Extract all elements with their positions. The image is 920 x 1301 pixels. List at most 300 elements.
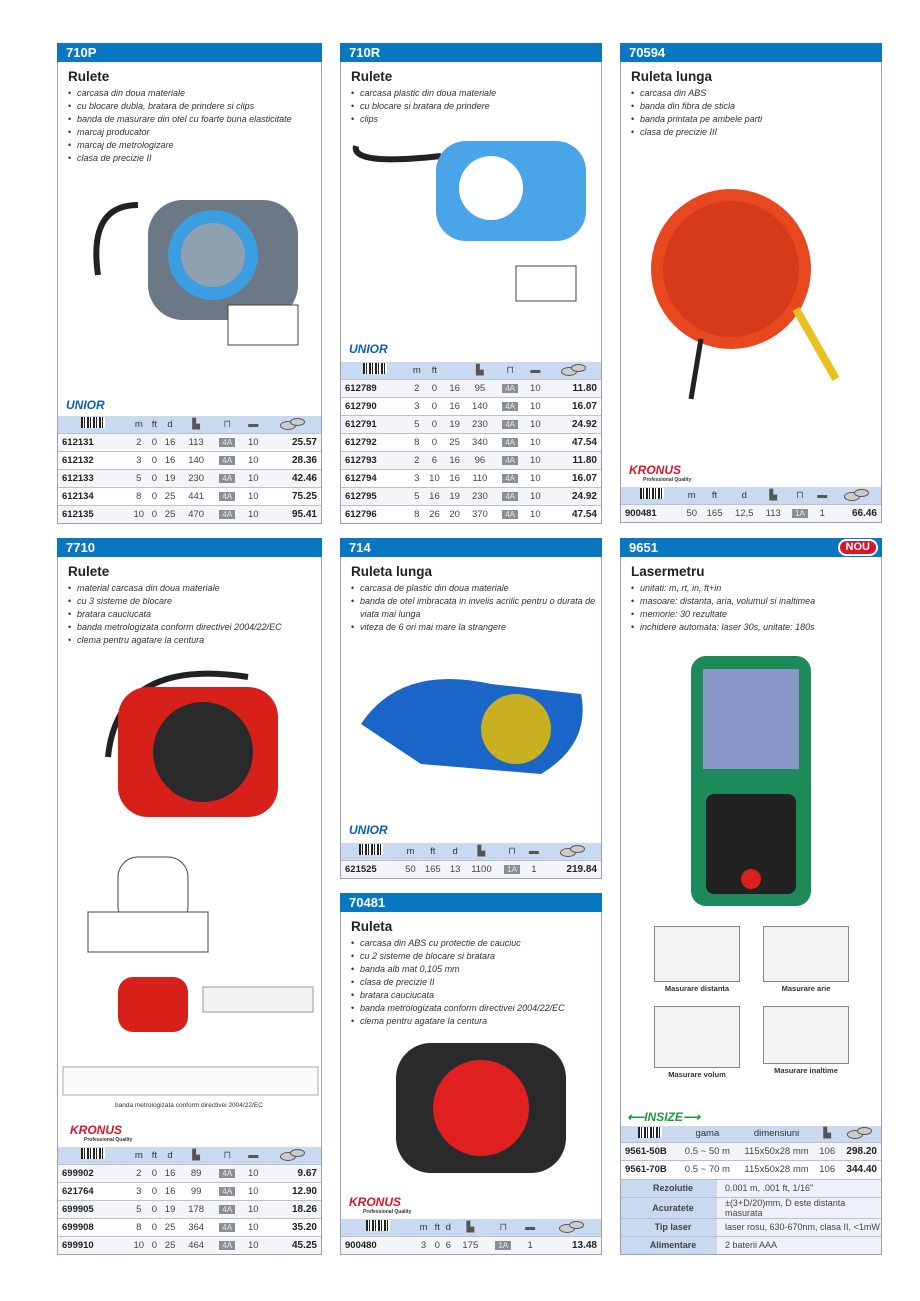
spec-row: [621, 1236, 881, 1254]
value-cell: 113: [181, 433, 212, 451]
feature-item: • banda de masurare din otel cu foarte buna elasticitate: [68, 113, 321, 126]
value-cell: 464: [181, 1236, 212, 1254]
brand-logo-insize: ⟵INSIZE⟶: [627, 1109, 701, 1124]
carton-icon: ▬: [525, 362, 545, 379]
feature-item: • cu 3 sisteme de blocare: [68, 595, 321, 608]
pack-badge-cell: [212, 469, 243, 487]
table-row: [58, 1164, 321, 1182]
tape-measure-image: [341, 1028, 601, 1198]
value-cell: 10: [243, 505, 264, 523]
price-cell: 47.54: [545, 505, 601, 523]
table-row: [341, 860, 601, 878]
price-cell: 11.80: [545, 451, 601, 469]
feature-item: • bratara cauciucata: [351, 989, 601, 1002]
value-cell: 10: [525, 505, 545, 523]
value-cell: 0: [424, 415, 444, 433]
product-code-header: [340, 893, 602, 912]
brand-logo-kronus: KRONUS Professional Quality: [629, 463, 692, 483]
product-panel-70481: [340, 893, 602, 1255]
product-table: [58, 1147, 321, 1254]
spec-label: Rezolutie: [621, 1179, 717, 1197]
brand-logo-unior: UNIOR: [349, 823, 388, 837]
value-cell: 175: [454, 1236, 487, 1254]
feature-item: • bratara cauciucata: [68, 608, 321, 621]
price-cell: 25.57: [264, 433, 321, 451]
pack-badge: 4A: [219, 456, 235, 465]
feature-item: • marcaj producator: [68, 126, 321, 139]
column-header: gama: [679, 1126, 736, 1143]
value-cell: 12,5: [728, 504, 760, 522]
feature-item: • carcasa din ABS: [631, 87, 881, 100]
box-icon: ⊓: [487, 1219, 520, 1236]
product-code-cell: 699910: [58, 1236, 128, 1254]
value-cell: 16: [445, 379, 465, 397]
new-badge: NOU: [838, 539, 878, 556]
value-cell: 10: [128, 505, 149, 523]
value-cell: 3: [409, 469, 424, 487]
price-cell: 9.67: [264, 1164, 321, 1182]
table-row: [58, 1182, 321, 1200]
value-cell: 106: [817, 1161, 837, 1179]
feature-item: • inchidere automata: laser 30s, unitate: 180s: [631, 621, 881, 634]
product-image-area: [341, 1028, 601, 1219]
product-code-cell: 699908: [58, 1218, 128, 1236]
value-cell: 0: [149, 433, 159, 451]
box-icon: ⊓: [499, 843, 526, 860]
product-image-area: [341, 634, 601, 843]
column-header: m: [683, 487, 701, 504]
value-cell: 441: [181, 487, 212, 505]
value-cell: 0: [149, 1200, 159, 1218]
value-cell: 340: [465, 433, 495, 451]
product-code-cell: 612796: [341, 505, 409, 523]
price-icon: [545, 362, 601, 379]
scene-area-image: [763, 926, 849, 982]
product-table: [621, 487, 881, 522]
price-cell: 344.40: [837, 1161, 881, 1179]
table-row: [341, 505, 601, 523]
value-cell: 16: [160, 451, 181, 469]
value-cell: 165: [701, 504, 728, 522]
barcode-icon: [58, 416, 128, 433]
weight-icon: ▙: [181, 1147, 212, 1164]
product-panel-7710: [57, 538, 322, 1255]
product-code-cell: 612794: [341, 469, 409, 487]
pack-badge-cell: [212, 451, 243, 469]
product-code-cell: 699905: [58, 1200, 128, 1218]
column-header: ft: [432, 1219, 443, 1236]
value-cell: 19: [160, 469, 181, 487]
feature-item: • cu blocare dubla, bratara de prindere si clips: [68, 100, 321, 113]
product-code: 70594: [629, 45, 666, 60]
spec-label: Acuratete: [621, 1197, 717, 1218]
product-code-cell: 612134: [58, 487, 128, 505]
pack-badge: 4A: [502, 456, 518, 465]
pack-badge-cell: [495, 451, 525, 469]
table-row: [58, 1218, 321, 1236]
value-cell: 230: [465, 415, 495, 433]
pack-badge-cell: [786, 504, 813, 522]
long-tape-image: [341, 634, 601, 834]
spec-value: 2 baterii AAA: [717, 1236, 881, 1254]
table-row: [621, 1143, 881, 1161]
feature-item: • unitati: m, rt, in, ft+in: [631, 582, 881, 595]
product-code-cell: 900481: [621, 504, 683, 522]
table-row: [58, 1200, 321, 1218]
value-cell: 140: [181, 451, 212, 469]
product-table: [58, 416, 321, 523]
column-header: m: [128, 416, 149, 433]
pack-badge: 4A: [502, 384, 518, 393]
scene-distance-image: [654, 926, 740, 982]
value-cell: 19: [445, 415, 465, 433]
column-header: m: [415, 1219, 431, 1236]
feature-item: • clema pentru agatare la centura: [68, 634, 321, 647]
tape-measure-image: [58, 647, 321, 1147]
product-image-area: [341, 126, 601, 362]
table-header-row: [341, 843, 601, 860]
pack-badge: 4A: [219, 1187, 235, 1196]
product-image-area: [621, 139, 881, 487]
pack-badge-cell: [212, 1200, 243, 1218]
table-row: [341, 469, 601, 487]
value-cell: 5: [128, 1200, 149, 1218]
value-cell: 16: [160, 1164, 181, 1182]
feature-item: • carcasa din doua materiale: [68, 87, 321, 100]
product-code-cell: 612793: [341, 451, 409, 469]
barcode-icon: [58, 1147, 128, 1164]
value-cell: 178: [181, 1200, 212, 1218]
value-cell: 16: [445, 397, 465, 415]
product-image-area: [621, 634, 881, 1126]
value-cell: 20: [445, 505, 465, 523]
value-cell: 13: [446, 860, 464, 878]
price-cell: 11.80: [545, 379, 601, 397]
table-row: [341, 1236, 601, 1254]
pack-badge: 4A: [502, 510, 518, 519]
pack-badge-cell: [212, 1218, 243, 1236]
feature-list: [68, 87, 321, 165]
column-header: d: [160, 1147, 181, 1164]
table-row: [58, 469, 321, 487]
pack-badge: 4A: [502, 492, 518, 501]
column-header: d: [160, 416, 181, 433]
value-cell: 1: [814, 504, 831, 522]
value-cell: 0: [432, 1236, 443, 1254]
pack-badge-cell: [212, 487, 243, 505]
feature-list: [68, 582, 321, 647]
feature-item: • banda printata pe ambele parti: [631, 113, 881, 126]
table-row: [341, 487, 601, 505]
value-cell: 0: [149, 451, 159, 469]
value-cell: 0: [149, 1182, 159, 1200]
pack-badge: 4A: [502, 420, 518, 429]
product-code-cell: 612790: [341, 397, 409, 415]
product-panel-710p: [57, 43, 322, 524]
value-cell: 1: [525, 860, 542, 878]
product-image-area: [58, 647, 321, 1147]
box-icon: ⊓: [212, 1147, 243, 1164]
value-cell: 5: [409, 487, 424, 505]
brand-logo-kronus: KRONUS Professional Quality: [349, 1195, 412, 1215]
value-cell: 2: [128, 1164, 149, 1182]
value-cell: 0.5 ~ 70 m: [679, 1161, 736, 1179]
value-cell: 3: [128, 451, 149, 469]
spec-row: [621, 1218, 881, 1236]
feature-item: • clasa de precizie II: [351, 976, 601, 989]
price-icon: [264, 416, 321, 433]
scene-label: Masurare inaltime: [774, 1066, 838, 1075]
price-cell: 95.41: [264, 505, 321, 523]
product-code-header: [57, 538, 322, 557]
pack-badge-cell: [495, 397, 525, 415]
product-code-cell: 900480: [341, 1236, 415, 1254]
table-header-row: [341, 1219, 601, 1236]
value-cell: 0: [424, 379, 444, 397]
price-cell: 12.90: [264, 1182, 321, 1200]
price-cell: 45.25: [264, 1236, 321, 1254]
feature-list: [631, 87, 881, 139]
pack-badge: 1A: [504, 865, 520, 874]
value-cell: 6: [443, 1236, 454, 1254]
column-header: ft: [149, 416, 159, 433]
product-code-cell: 612131: [58, 433, 128, 451]
scene-height-image: [763, 1006, 849, 1064]
spec-value: ±(3+D/20)mm, D este distanta masurata: [717, 1197, 881, 1218]
feature-item: • cu blocare si bratara de prindere: [351, 100, 601, 113]
pack-badge: 4A: [219, 438, 235, 447]
barcode-icon: [341, 362, 409, 379]
spec-label: Tip laser: [621, 1218, 717, 1236]
value-cell: 113: [760, 504, 786, 522]
scene-volume-image: [654, 1006, 740, 1068]
feature-item: • banda metrologizata conform directivei 2004/22/EC: [68, 621, 321, 634]
column-header: d: [446, 843, 464, 860]
pack-badge: 4A: [219, 510, 235, 519]
pack-badge-cell: [495, 433, 525, 451]
product-title: Ruleta: [351, 919, 393, 934]
value-cell: 0: [149, 469, 159, 487]
carton-icon: ▬: [520, 1219, 541, 1236]
value-cell: 470: [181, 505, 212, 523]
value-cell: 10: [243, 451, 264, 469]
box-icon: ⊓: [212, 416, 243, 433]
carton-icon: ▬: [243, 416, 264, 433]
feature-item: • clema pentru agatare la centura: [351, 1015, 601, 1028]
value-cell: 2: [409, 451, 424, 469]
price-icon: [541, 1219, 601, 1236]
feature-item: • clasa de precizie II: [68, 152, 321, 165]
price-cell: 16.07: [545, 397, 601, 415]
product-code-cell: 9561-70B: [621, 1161, 679, 1179]
feature-item: • carcasa din ABS cu protectie de cauciuc: [351, 937, 601, 950]
value-cell: 5: [128, 469, 149, 487]
feature-item: • clips: [351, 113, 601, 126]
price-cell: 75.25: [264, 487, 321, 505]
column-header: ft: [424, 362, 444, 379]
value-cell: 2: [409, 379, 424, 397]
box-icon: ⊓: [495, 362, 525, 379]
pack-badge-cell: [212, 1236, 243, 1254]
table-header-row: [341, 362, 601, 379]
value-cell: 0.5 ~ 50 m: [679, 1143, 736, 1161]
feature-item: • material carcasa din doua materiale: [68, 582, 321, 595]
value-cell: 8: [409, 433, 424, 451]
feature-item: • banda din fibra de sticla: [631, 100, 881, 113]
price-cell: 298.20: [837, 1143, 881, 1161]
product-table: [341, 362, 601, 523]
price-cell: 16.07: [545, 469, 601, 487]
value-cell: 8: [409, 505, 424, 523]
product-panel-714: [340, 538, 602, 879]
column-header: m: [128, 1147, 149, 1164]
price-cell: 28.36: [264, 451, 321, 469]
feature-item: • masoare: distanta, aria, volumul si inaltimea: [631, 595, 881, 608]
value-cell: 1: [520, 1236, 541, 1254]
weight-icon: ▙: [464, 843, 499, 860]
feature-item: • carcasa de plastic din doua materiale: [351, 582, 601, 595]
product-title: Rulete: [68, 69, 110, 84]
pack-badge: 4A: [502, 474, 518, 483]
feature-list: [351, 582, 601, 634]
price-cell: 13.48: [541, 1236, 601, 1254]
table-header-row: [621, 1126, 881, 1143]
feature-item: • carcasa plastic din doua materiale: [351, 87, 601, 100]
weight-icon: ▙: [760, 487, 786, 504]
price-cell: 24.92: [545, 487, 601, 505]
value-cell: 230: [465, 487, 495, 505]
value-cell: 50: [401, 860, 419, 878]
product-code-header: [340, 538, 602, 557]
product-code-cell: 612795: [341, 487, 409, 505]
value-cell: 99: [181, 1182, 212, 1200]
value-cell: 25: [160, 1236, 181, 1254]
product-title: Ruleta lunga: [351, 564, 433, 579]
value-cell: 96: [465, 451, 495, 469]
weight-icon: ▙: [181, 416, 212, 433]
pack-badge: 4A: [219, 1241, 235, 1250]
product-code-header: [340, 43, 602, 62]
feature-item: • banda alb mat 0,105 mm: [351, 963, 601, 976]
table-row: [341, 433, 601, 451]
column-header: ft: [149, 1147, 159, 1164]
scene-label: Masurare arie: [781, 984, 831, 993]
tape-caption: banda metrologizata conform directivei 2004/22/EC: [115, 1102, 263, 1109]
product-code-cell: 612132: [58, 451, 128, 469]
product-code-cell: 699902: [58, 1164, 128, 1182]
value-cell: 25: [160, 505, 181, 523]
value-cell: 0: [149, 505, 159, 523]
product-title: Ruleta lunga: [631, 69, 713, 84]
product-panel-710r: [340, 43, 602, 524]
brand-logo-unior: UNIOR: [349, 342, 388, 356]
value-cell: 3: [409, 397, 424, 415]
value-cell: 370: [465, 505, 495, 523]
feature-item: • memorie: 30 rezultate: [631, 608, 881, 621]
value-cell: 26: [424, 505, 444, 523]
feature-item: • cu 2 sisteme de blocare si bratara: [351, 950, 601, 963]
barcode-icon: [341, 1219, 415, 1236]
pack-badge-cell: [495, 487, 525, 505]
product-panel-70594: [620, 43, 882, 523]
pack-badge: 4A: [219, 1205, 235, 1214]
pack-badge: 4A: [502, 402, 518, 411]
value-cell: 10: [525, 415, 545, 433]
value-cell: 3: [415, 1236, 431, 1254]
pack-badge: 4A: [219, 492, 235, 501]
value-cell: 16: [160, 433, 181, 451]
table-row: [621, 1161, 881, 1179]
table-row: [58, 1236, 321, 1254]
value-cell: 0: [149, 1236, 159, 1254]
value-cell: 25: [160, 1218, 181, 1236]
table-row: [58, 451, 321, 469]
table-header-row: [58, 416, 321, 433]
column-header: dimensiuni: [736, 1126, 817, 1143]
value-cell: 89: [181, 1164, 212, 1182]
spec-value: 0.001 m, .001 ft, 1/16": [717, 1179, 881, 1197]
weight-icon: ▙: [465, 362, 495, 379]
price-cell: 42.46: [264, 469, 321, 487]
product-code-header: [57, 43, 322, 62]
column-header: d: [443, 1219, 454, 1236]
value-cell: 16: [160, 1182, 181, 1200]
spec-row: [621, 1179, 881, 1197]
value-cell: 8: [128, 487, 149, 505]
table-row: [341, 379, 601, 397]
value-cell: 10: [243, 1164, 264, 1182]
value-cell: 3: [128, 1182, 149, 1200]
pack-badge: 1A: [792, 509, 808, 518]
feature-list: [351, 87, 601, 126]
price-cell: 24.92: [545, 415, 601, 433]
value-cell: 0: [424, 397, 444, 415]
value-cell: 0: [149, 1218, 159, 1236]
pack-badge-cell: [487, 1236, 520, 1254]
product-panel-9651: [620, 538, 882, 1255]
column-header: m: [401, 843, 419, 860]
value-cell: 8: [128, 1218, 149, 1236]
value-cell: 1100: [464, 860, 499, 878]
product-code-header: [620, 43, 882, 62]
product-code-cell: 612133: [58, 469, 128, 487]
pack-badge: 4A: [219, 1169, 235, 1178]
value-cell: 10: [243, 1200, 264, 1218]
value-cell: 230: [181, 469, 212, 487]
price-cell: 47.54: [545, 433, 601, 451]
brand-logo-unior: UNIOR: [66, 398, 105, 412]
price-icon: [542, 843, 601, 860]
value-cell: 110: [465, 469, 495, 487]
product-code: 714: [349, 540, 371, 555]
table-row: [621, 504, 881, 522]
value-cell: 10: [525, 433, 545, 451]
feature-list: [351, 937, 601, 1028]
value-cell: 10: [525, 379, 545, 397]
pack-badge-cell: [495, 415, 525, 433]
table-row: [58, 433, 321, 451]
feature-item: • marcaj de metrologizare: [68, 139, 321, 152]
laser-meter-image: [621, 634, 881, 934]
product-code: 70481: [349, 895, 386, 910]
pack-badge-cell: [212, 1164, 243, 1182]
value-cell: 16: [445, 451, 465, 469]
feature-list: [631, 582, 881, 634]
barcode-icon: [341, 843, 401, 860]
product-code-cell: 612789: [341, 379, 409, 397]
column-header: m: [409, 362, 424, 379]
value-cell: 140: [465, 397, 495, 415]
